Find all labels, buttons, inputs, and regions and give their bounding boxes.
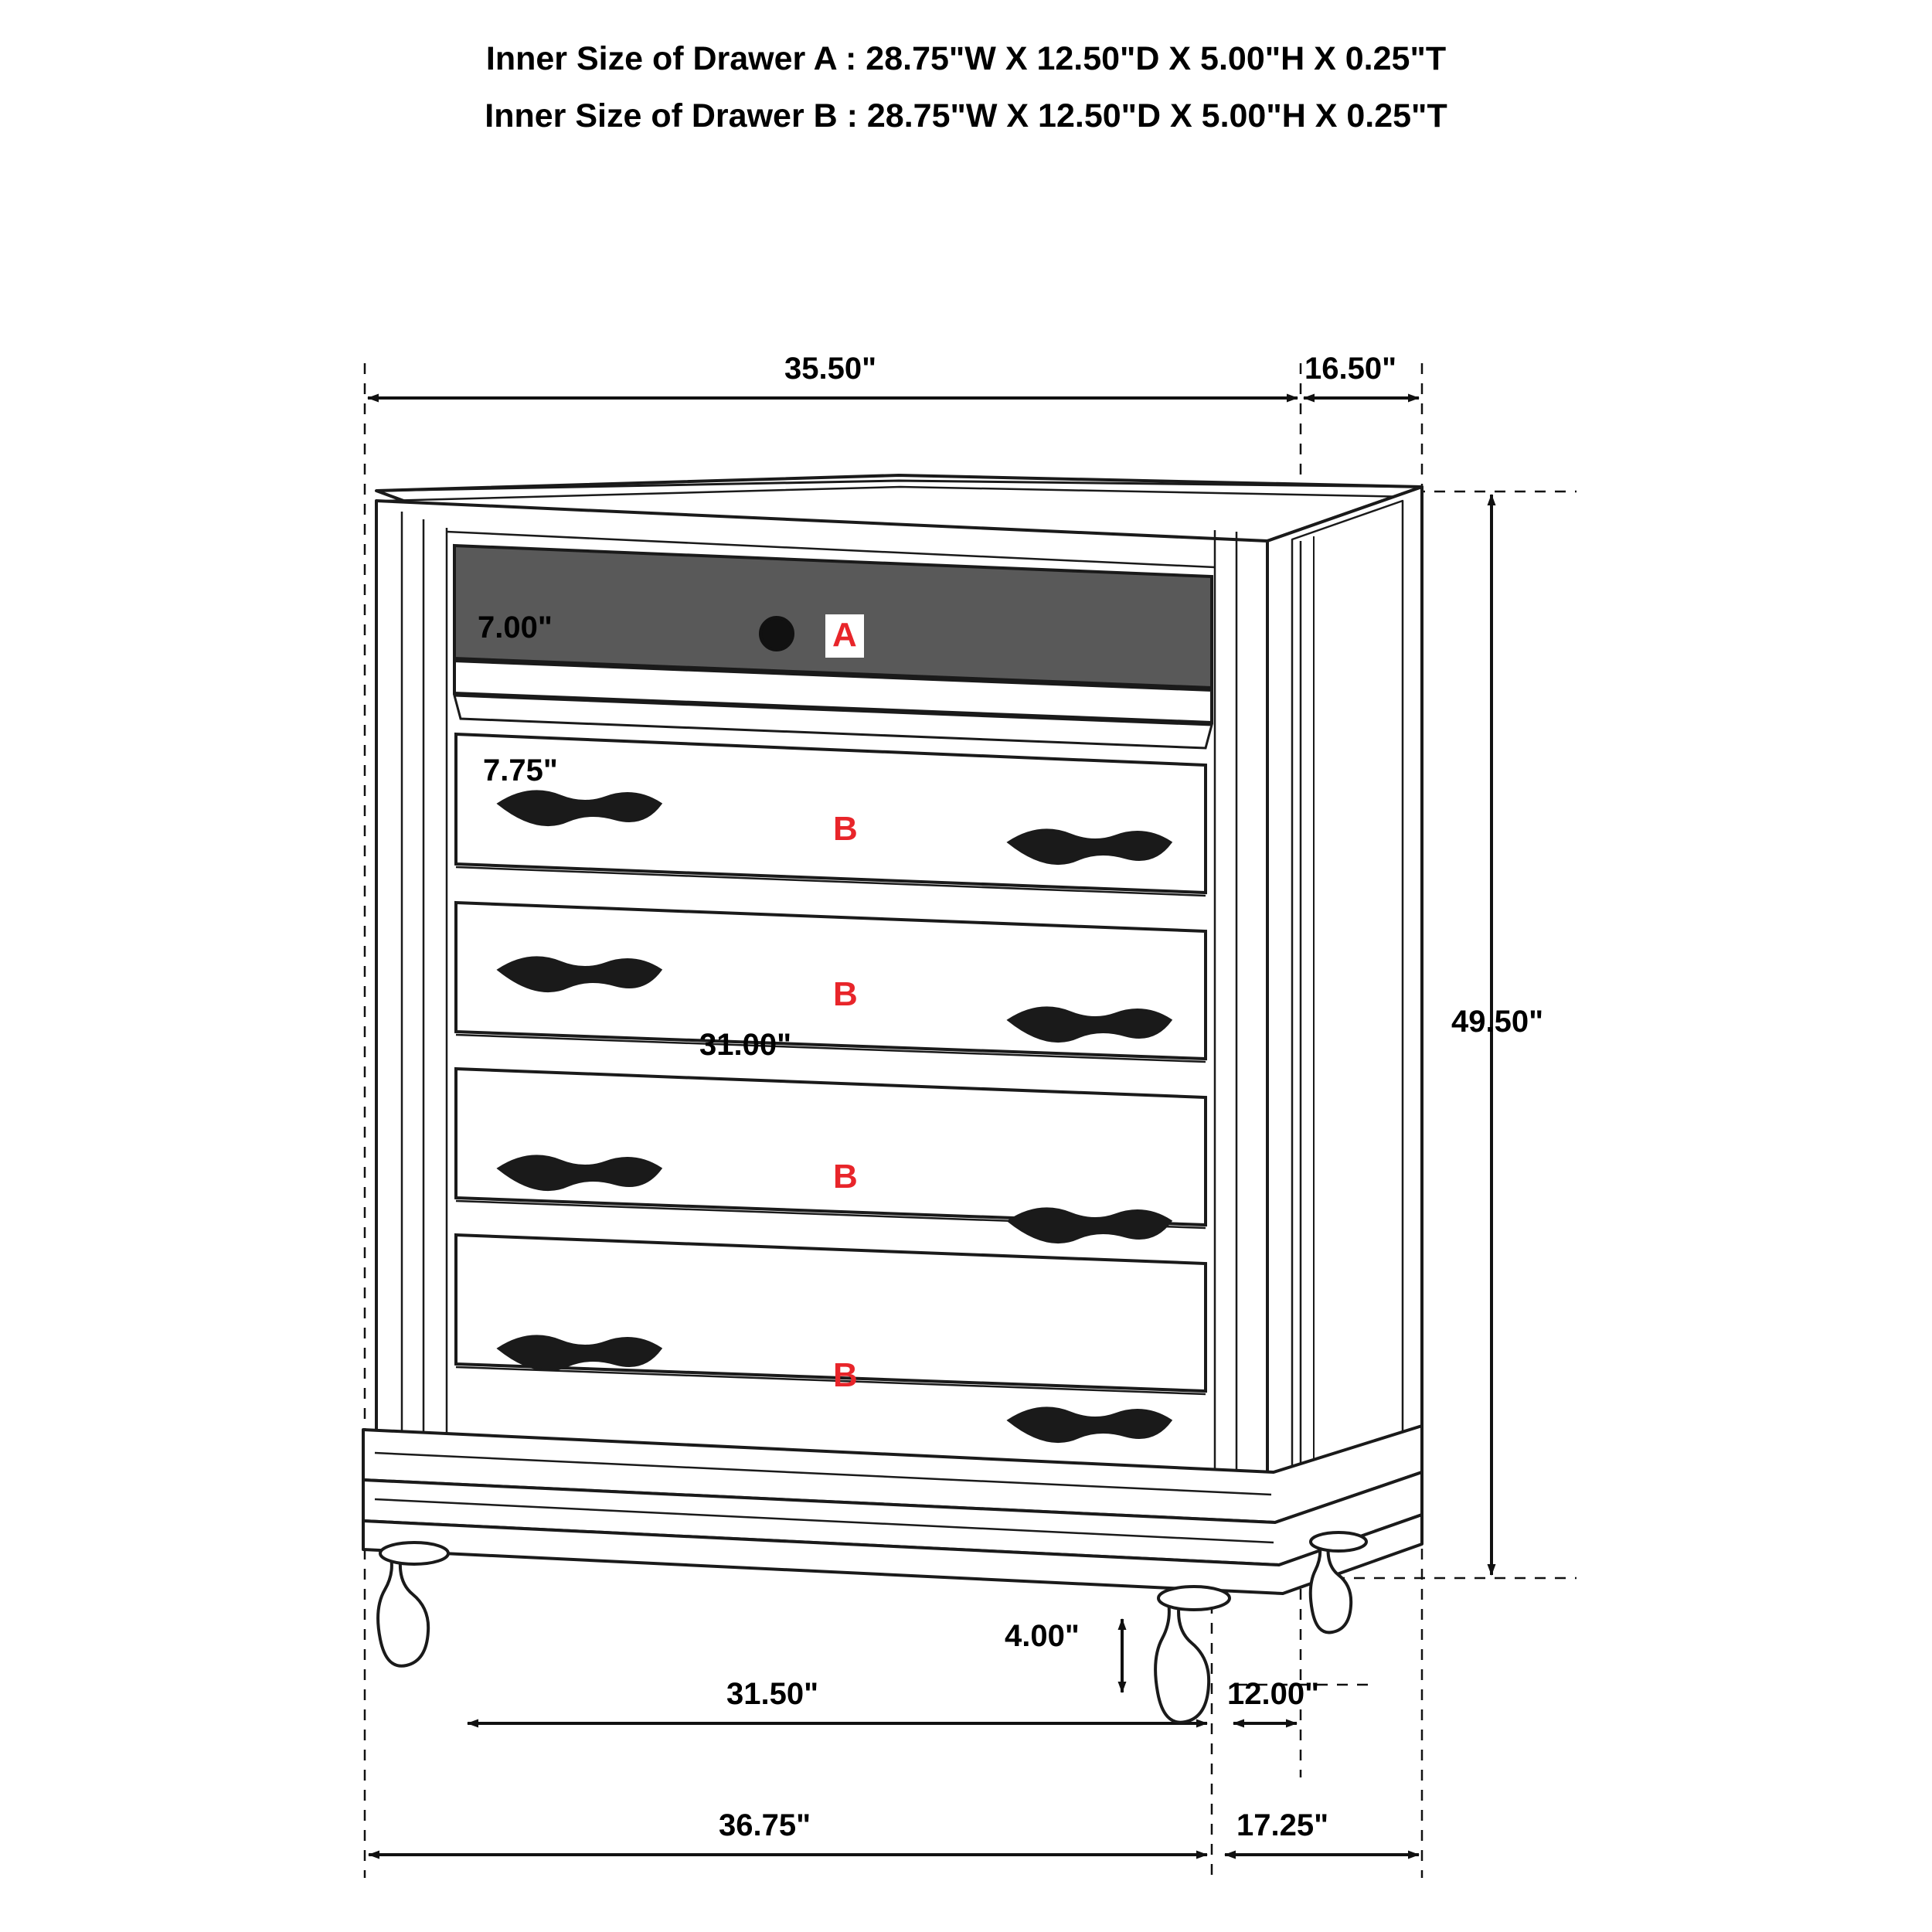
leg-back-right-cap: [1311, 1532, 1366, 1551]
label-total-height: 49.50": [1451, 1005, 1544, 1039]
label-width-top: 35.50": [784, 352, 877, 386]
chest-right-side: [1267, 487, 1422, 1507]
callout-drawer-b-3: B: [833, 1158, 858, 1196]
drawer-b-4: [456, 1235, 1206, 1391]
label-drawer-a-height: 7.00": [478, 611, 553, 645]
label-depth-top: 16.50": [1304, 352, 1397, 386]
callout-drawer-b-2: B: [833, 975, 858, 1013]
leg-front-left-cap: [380, 1543, 448, 1564]
label-base-width-outer: 36.75": [719, 1808, 811, 1842]
leg-front-right-cap: [1158, 1587, 1230, 1610]
label-drawer-inner-width: 31.00": [699, 1028, 792, 1062]
drawer-b-3: [456, 1069, 1206, 1225]
label-base-depth-outer: 17.25": [1236, 1808, 1329, 1842]
callout-drawer-b-4: B: [833, 1356, 858, 1394]
label-base-width-inner: 31.50": [726, 1677, 819, 1711]
leg-front-right: [1155, 1594, 1209, 1723]
leg-front-left: [378, 1549, 428, 1666]
label-base-depth-inner: 12.00": [1227, 1677, 1320, 1711]
callout-drawer-b-1: B: [833, 810, 858, 848]
drawer-a-inner-size-text: Inner Size of Drawer A : 28.75"W X 12.50"D X 5.00"H X 0.25"T: [485, 40, 1447, 77]
drawer-a-knob: [760, 617, 793, 650]
drawer-b-inner-size-text: Inner Size of Drawer B : 28.75"W X 12.50"D X 5.00"H X 0.25"T: [485, 97, 1447, 134]
callout-drawer-a: A: [825, 614, 864, 658]
label-drawer-b-height: 7.75": [483, 753, 558, 787]
label-leg-height: 4.00": [1005, 1619, 1080, 1653]
